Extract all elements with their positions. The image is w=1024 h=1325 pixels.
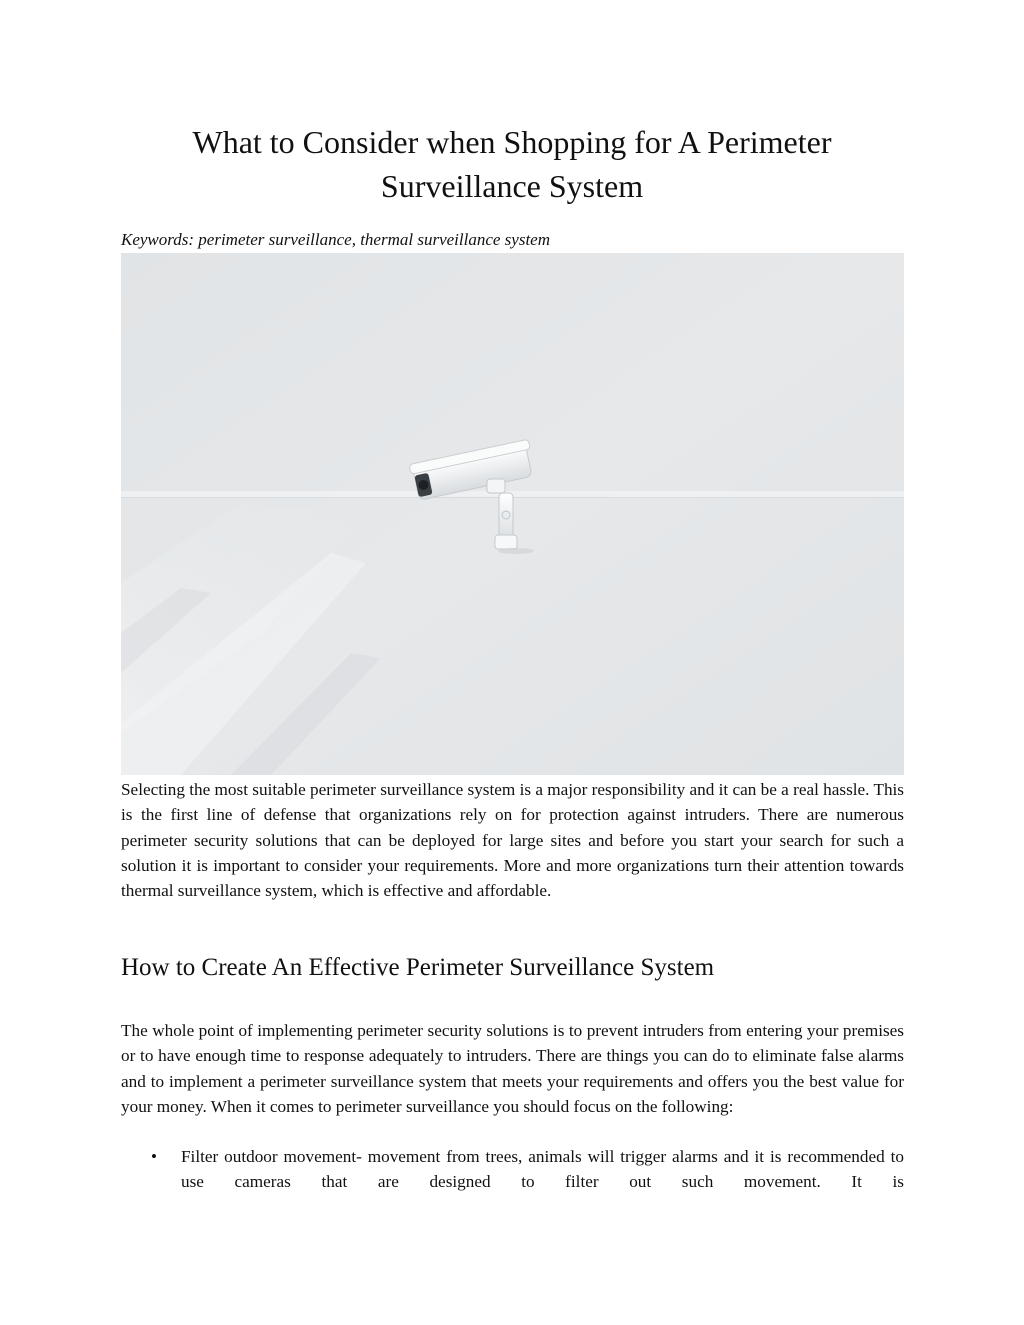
section-paragraph: The whole point of implementing perimeter security solutions is to prevent intruders from entering your premises or to have enough time to response adequately to intruders. There are things you can do to eliminate false alarms and to implement a perimeter surveillance system that meets your requirements and offers you the best value for your money. When it comes to perimeter surveillance you should focus on the following:: [121, 1021, 904, 1116]
list-item: [121, 1144, 904, 1195]
intro-paragraph: Selecting the most suitable perimeter surveillance system is a major responsibility and it can be a real hassle. This is the first line of defense that organizations rely on for protection against intruders. There are numerous perimeter security solutions that can be deployed for large sites and before you start your search for such a solution it is important to consider your requirements. More and more organizations turn their attention towards thermal surveillance system, which is effective and affordable.: [121, 780, 904, 901]
keywords-line: Keywords: perimeter surveillance, thermal surveillance system: [121, 230, 550, 249]
camera-wall-mount: [495, 535, 517, 549]
bullet-icon: •: [151, 1147, 157, 1166]
title-line-1: What to Consider when Shopping for A Perimeter: [192, 124, 832, 160]
bullet-list: [121, 1144, 904, 1195]
title-line-2: Surveillance System: [380, 168, 644, 204]
security-camera-photo: [121, 253, 904, 775]
page-title: [120, 120, 904, 208]
security-camera-icon: [121, 253, 904, 775]
section-heading: How to Create An Effective Perimeter Surveillance System: [121, 954, 715, 981]
list-item-text: Filter outdoor movement- movement from trees, animals will trigger alarms and it is recommended to use cameras that are designed to filter out such movement. It is: [181, 1147, 904, 1192]
